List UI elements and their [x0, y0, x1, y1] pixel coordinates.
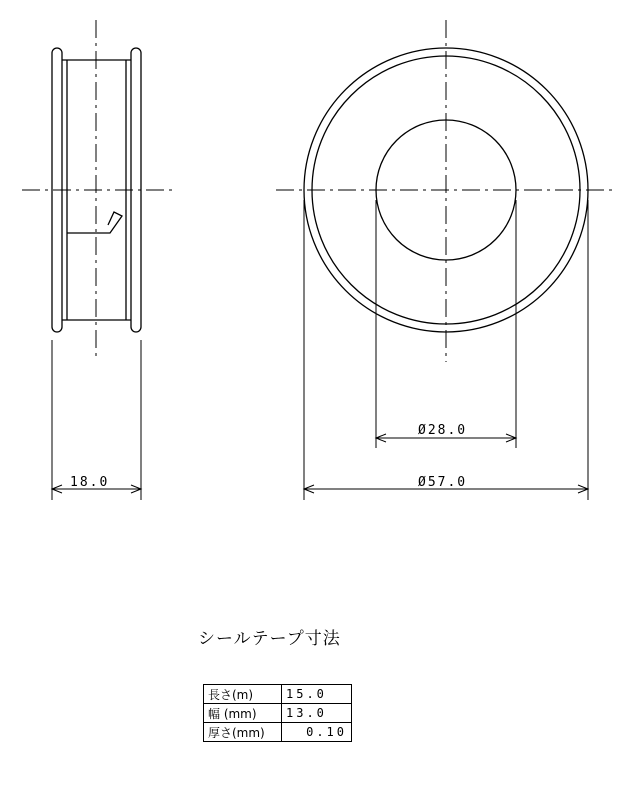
front-view-centerlines — [276, 20, 614, 362]
spec-table — [203, 684, 352, 742]
inner-diameter-label: Ø28.0 — [418, 423, 468, 438]
side-view-centerlines — [22, 20, 172, 360]
table-row — [204, 685, 352, 704]
spec-label-thickness: 厚さ(mm) — [204, 723, 282, 742]
spec-value-thickness: 0.10 — [282, 723, 352, 742]
table-row — [204, 704, 352, 723]
table-row — [204, 723, 352, 742]
spec-label-width: 幅 (mm) — [204, 704, 282, 723]
tape-end — [67, 212, 122, 233]
spec-label-length: 長さ(m) — [204, 685, 282, 704]
drawing-title: シールテープ寸法 — [198, 629, 341, 649]
width-dimension-label: 18.0 — [70, 475, 110, 490]
outer-diameter-label: Ø57.0 — [418, 475, 468, 490]
spec-value-width: 13.0 — [282, 704, 352, 723]
spec-value-length: 15.0 — [282, 685, 352, 704]
